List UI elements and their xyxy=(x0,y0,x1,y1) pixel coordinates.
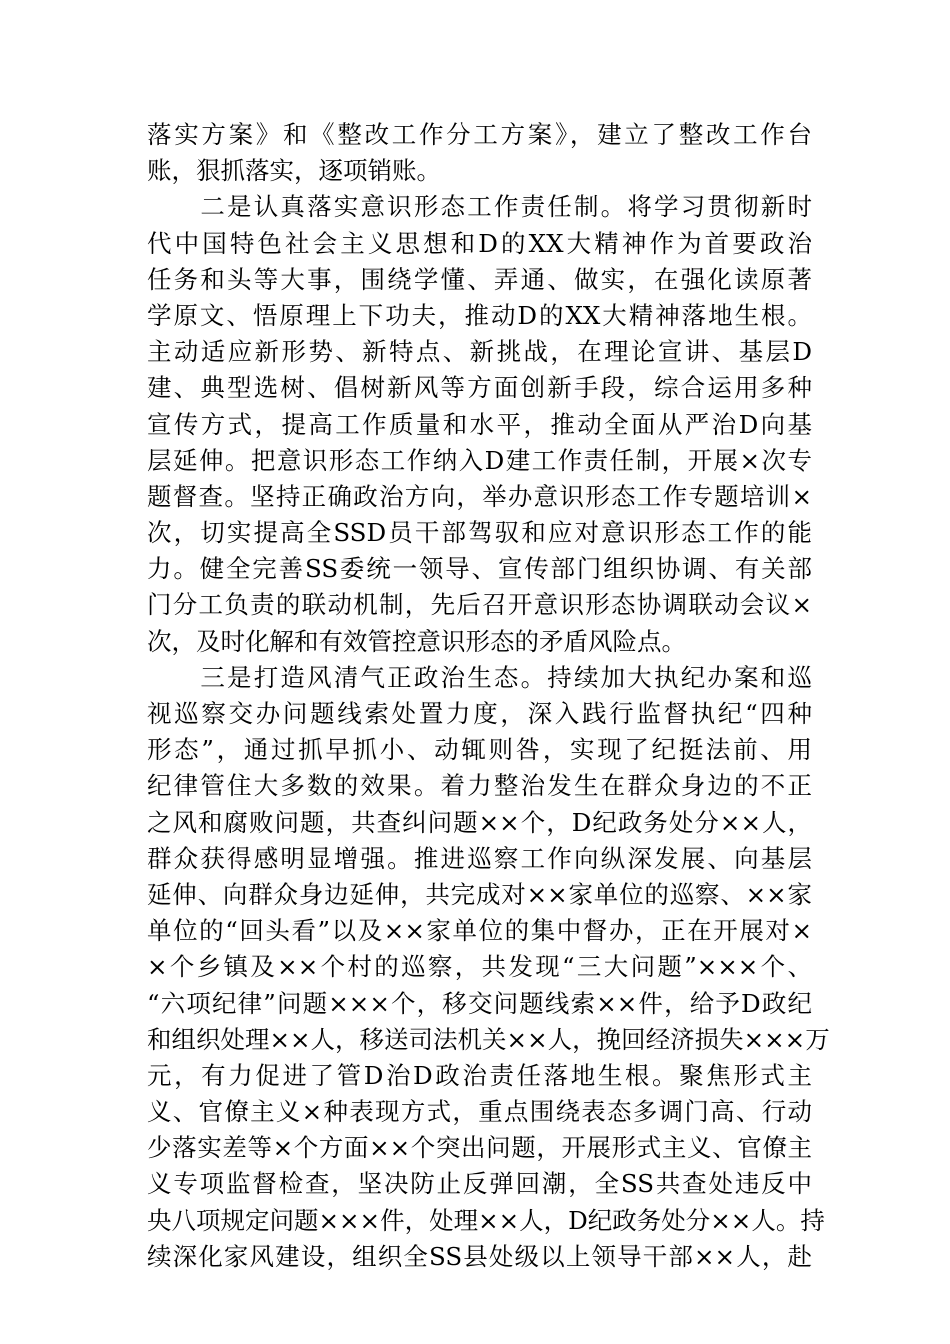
text-line: 落实方案》和《整改工作分工方案》，建立了整改工作台 xyxy=(147,120,812,149)
text-line: 宣传方式，提高工作质量和水平，推动全面从严治D向基 xyxy=(147,409,812,439)
text-line: 建、典型选树、倡树新风等方面创新手段，综合运用多种 xyxy=(147,373,812,403)
text-line: 代中国特色社会主义思想和D的XX大精神作为首要政治 xyxy=(147,228,812,258)
text-line: 延伸、向群众身边延伸，共完成对××家单位的巡察、××家 xyxy=(147,879,812,909)
text-line: 元，有力促进了管D治D政治责任落地生根。聚焦形式主 xyxy=(147,1060,812,1090)
text-line: 央八项规定问题×××件，处理××人，D纪政务处分××人。持 xyxy=(147,1205,825,1235)
text-line: 力。健全完善SS委统一领导、宣传部门组织协调、有关部 xyxy=(147,554,812,584)
text-line: 形态”，通过抓早抓小、动辄则咎，实现了纪挺法前、用 xyxy=(147,735,812,765)
text-line: 题督查。坚持正确政治方向，举办意识形态工作专题培训× xyxy=(147,481,812,511)
text-line: “六项纪律”问题×××个，移交问题线索××件，给予D政纪 xyxy=(147,988,812,1018)
text-line: 次，及时化解和有效管控意识形态的矛盾风险点。 xyxy=(147,626,686,656)
text-line: 纪律管住大多数的效果。着力整治发生在群众身边的不正 xyxy=(147,771,812,801)
text-line: 单位的“回头看”以及××家单位的集中督办，正在开展对× xyxy=(147,916,812,946)
text-line: ×个乡镇及××个村的巡察，共发现“三大问题”×××个、 xyxy=(147,952,812,982)
text-line: 主动适应新形势、新特点、新挑战，在理论宣讲、基层D xyxy=(147,337,812,367)
text-line: 义、官僚主义×种表现方式，重点围绕表态多调门高、行动 xyxy=(147,1097,812,1127)
text-line: 任务和头等大事，围绕学懂、弄通、做实，在强化读原著 xyxy=(147,264,812,294)
text-line: 次，切实提高全SSD员干部驾驭和应对意识形态工作的能 xyxy=(147,518,812,548)
text-line: 账，狠抓落实，逐项销账。 xyxy=(147,156,441,186)
text-line: 视巡察交办问题线索处置力度，深入践行监督执纪“四种 xyxy=(147,699,812,728)
text-line: 层延伸。把意识形态工作纳入D建工作责任制，开展×次专 xyxy=(147,445,812,475)
text-line: 和组织处理××人，移送司法机关××人，挽回经济损失×××万 xyxy=(147,1024,830,1054)
text-line: 之风和腐败问题，共查纠问题××个，D纪政务处分××人， xyxy=(147,807,812,837)
text-line: 续深化家风建设，组织全SS县处级以上领导干部××人，赴 xyxy=(147,1241,812,1271)
body-text xyxy=(147,117,830,1275)
text-line: 义专项监督检查，坚决防止反弹回潮，全SS共查处违反中 xyxy=(147,1169,812,1199)
text-line: 门分工负责的联动机制，先后召开意识形态协调联动会议× xyxy=(147,590,812,620)
text-line: 群众获得感明显增强。推进巡察工作向纵深发展、向基层 xyxy=(147,843,812,873)
text-line: 学原文、悟原理上下功夫，推动D的XX大精神落地生根。 xyxy=(147,300,812,330)
text-line: 三是打造风清气正政治生态。持续加大执纪办案和巡 xyxy=(147,662,812,692)
text-line: 二是认真落实意识形态工作责任制。将学习贯彻新时 xyxy=(147,192,812,222)
text-line: 少落实差等×个方面××个突出问题，开展形式主义、官僚主 xyxy=(147,1133,812,1163)
